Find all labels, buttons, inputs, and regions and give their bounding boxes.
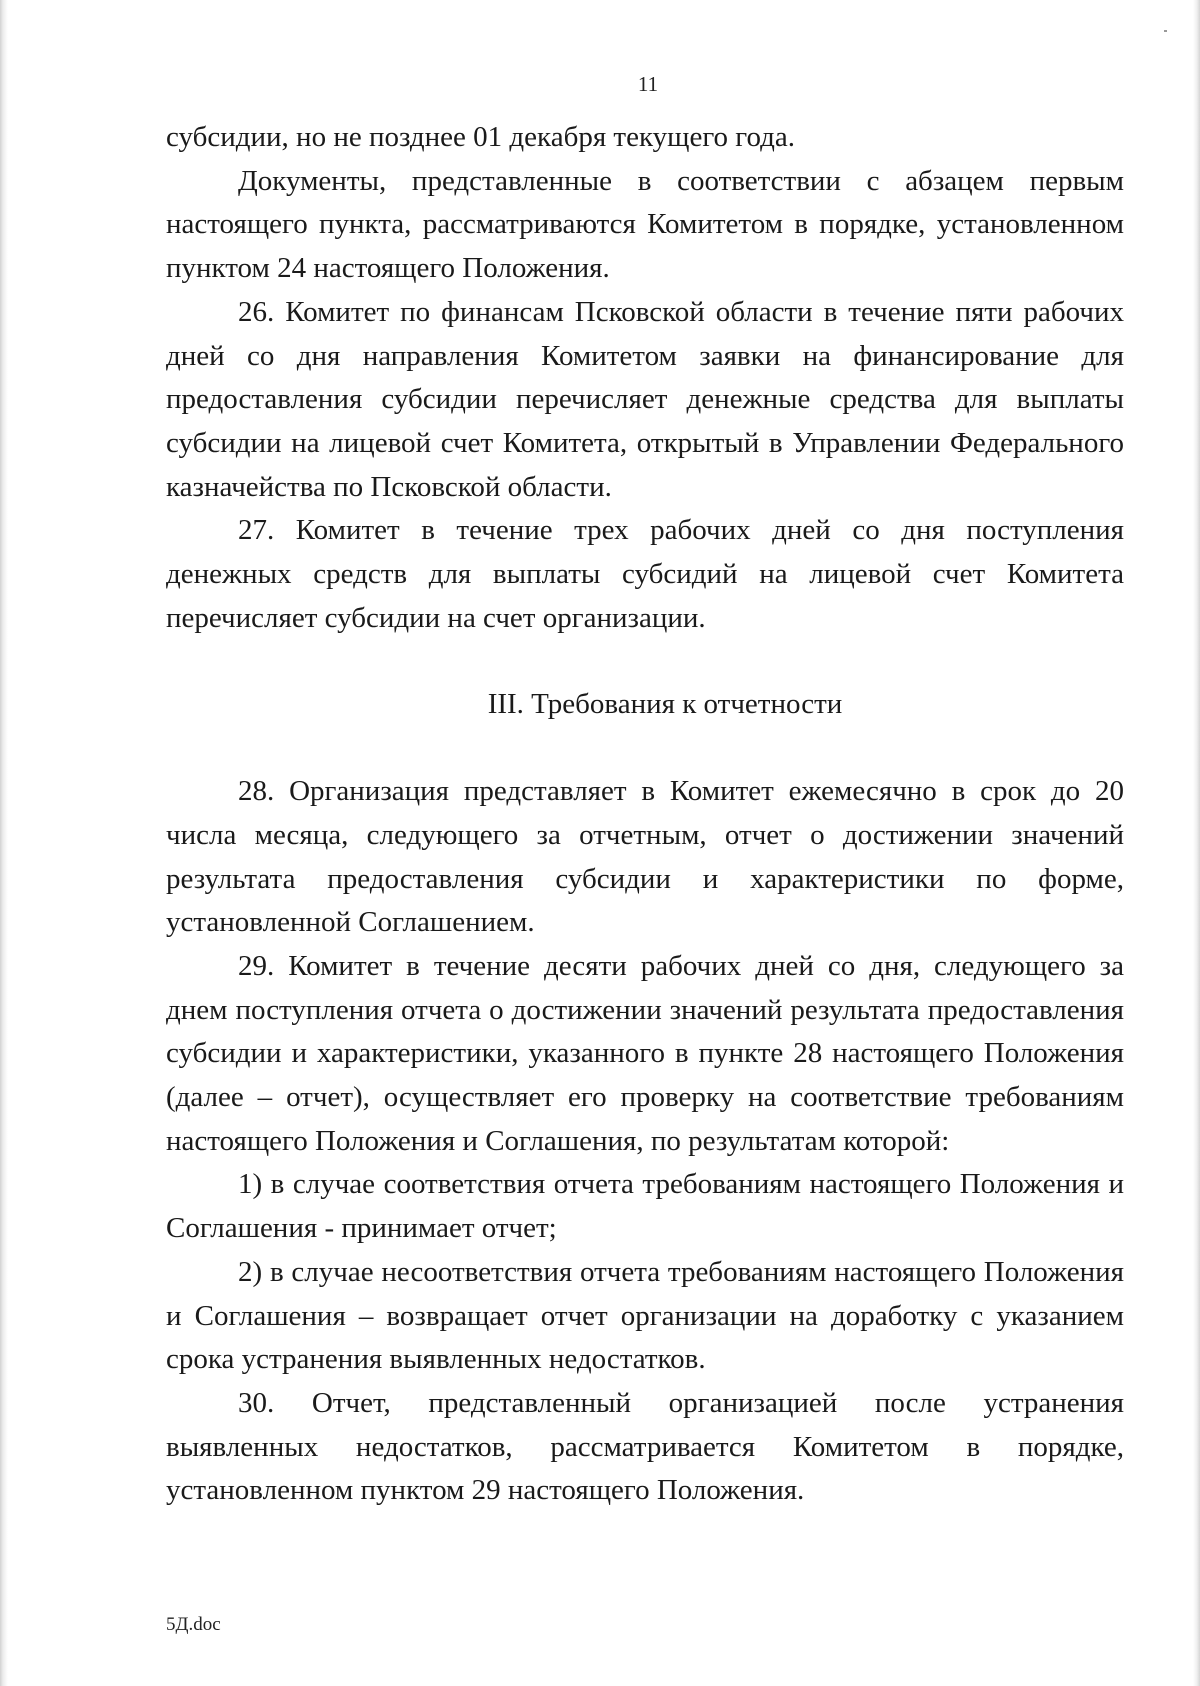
paragraph-26: 26. Комитет по финансам Псковской области в течение пяти рабочих дней со дня направления Комитетом заявки на финансирование для предоставления субсидии перечисляет денежные средства для выплаты субсидии на лицевой счет Комитета, открытый в Управлении Федерального казначейства по Псковской области. [166, 295, 1124, 503]
scan-edge-right [1193, 0, 1200, 1686]
paragraph-continuation: субсидии, но не позднее 01 декабря текущего года. [166, 121, 795, 153]
paragraph-30: 30. Отчет, представленный организацией после устранения выявленных недостатков, рассматривается Комитетом в порядке, установленном пунктом 29 настоящего Положения. [166, 1386, 1124, 1507]
footer-filename: 5Д.doc [166, 1614, 221, 1635]
paragraph-29-item-1: 1) в случае соответствия отчета требованиям настоящего Положения и Соглашения - принимает отчет; [166, 1168, 1124, 1245]
scan-edge-left [0, 0, 8, 1686]
body-text [166, 116, 1124, 1513]
spacer [166, 727, 1124, 770]
paragraph-27: 27. Комитет в течение трех рабочих дней со дня поступления денежных средств для выплаты субсидий на лицевой счет Комитета перечисляет субсидии на счет организации. [166, 514, 1124, 634]
section-heading: III. Требования к отчетности [487, 688, 843, 721]
paragraph-28: 28. Организация представляет в Комитет ежемесячно в срок до 20 числа месяца, следующего за отчетным, отчет о достижении значений результата предоставления субсидии и характеристики по форме, установленной Соглашением. [166, 775, 1124, 939]
spacer [166, 640, 1124, 683]
paragraph-29-item-2: 2) в случае несоответствия отчета требованиям настоящего Положения и Соглашения – возвращает отчет организации на доработку с указанием срока устранения выявленных недостатков. [166, 1255, 1124, 1376]
page-number: 11 [637, 72, 659, 96]
paragraph-29: 29. Комитет в течение десяти рабочих дней со дня, следующего за днем поступления отчета о достижении значений результата предоставления субсидии и характеристики, указанного в пункте 28 настоящего Положения (далее – отчет), осуществляет его проверку на соответствие требованиям настоящего Положения и Соглашения, по результатам которой: [166, 949, 1124, 1157]
scan-speck [1164, 30, 1167, 32]
paragraph-documents: Документы, представленные в соответствии с абзацем первым настоящего пункта, рассматриваются Комитетом в порядке, установленном пунктом 24 настоящего Положения. [166, 164, 1124, 285]
